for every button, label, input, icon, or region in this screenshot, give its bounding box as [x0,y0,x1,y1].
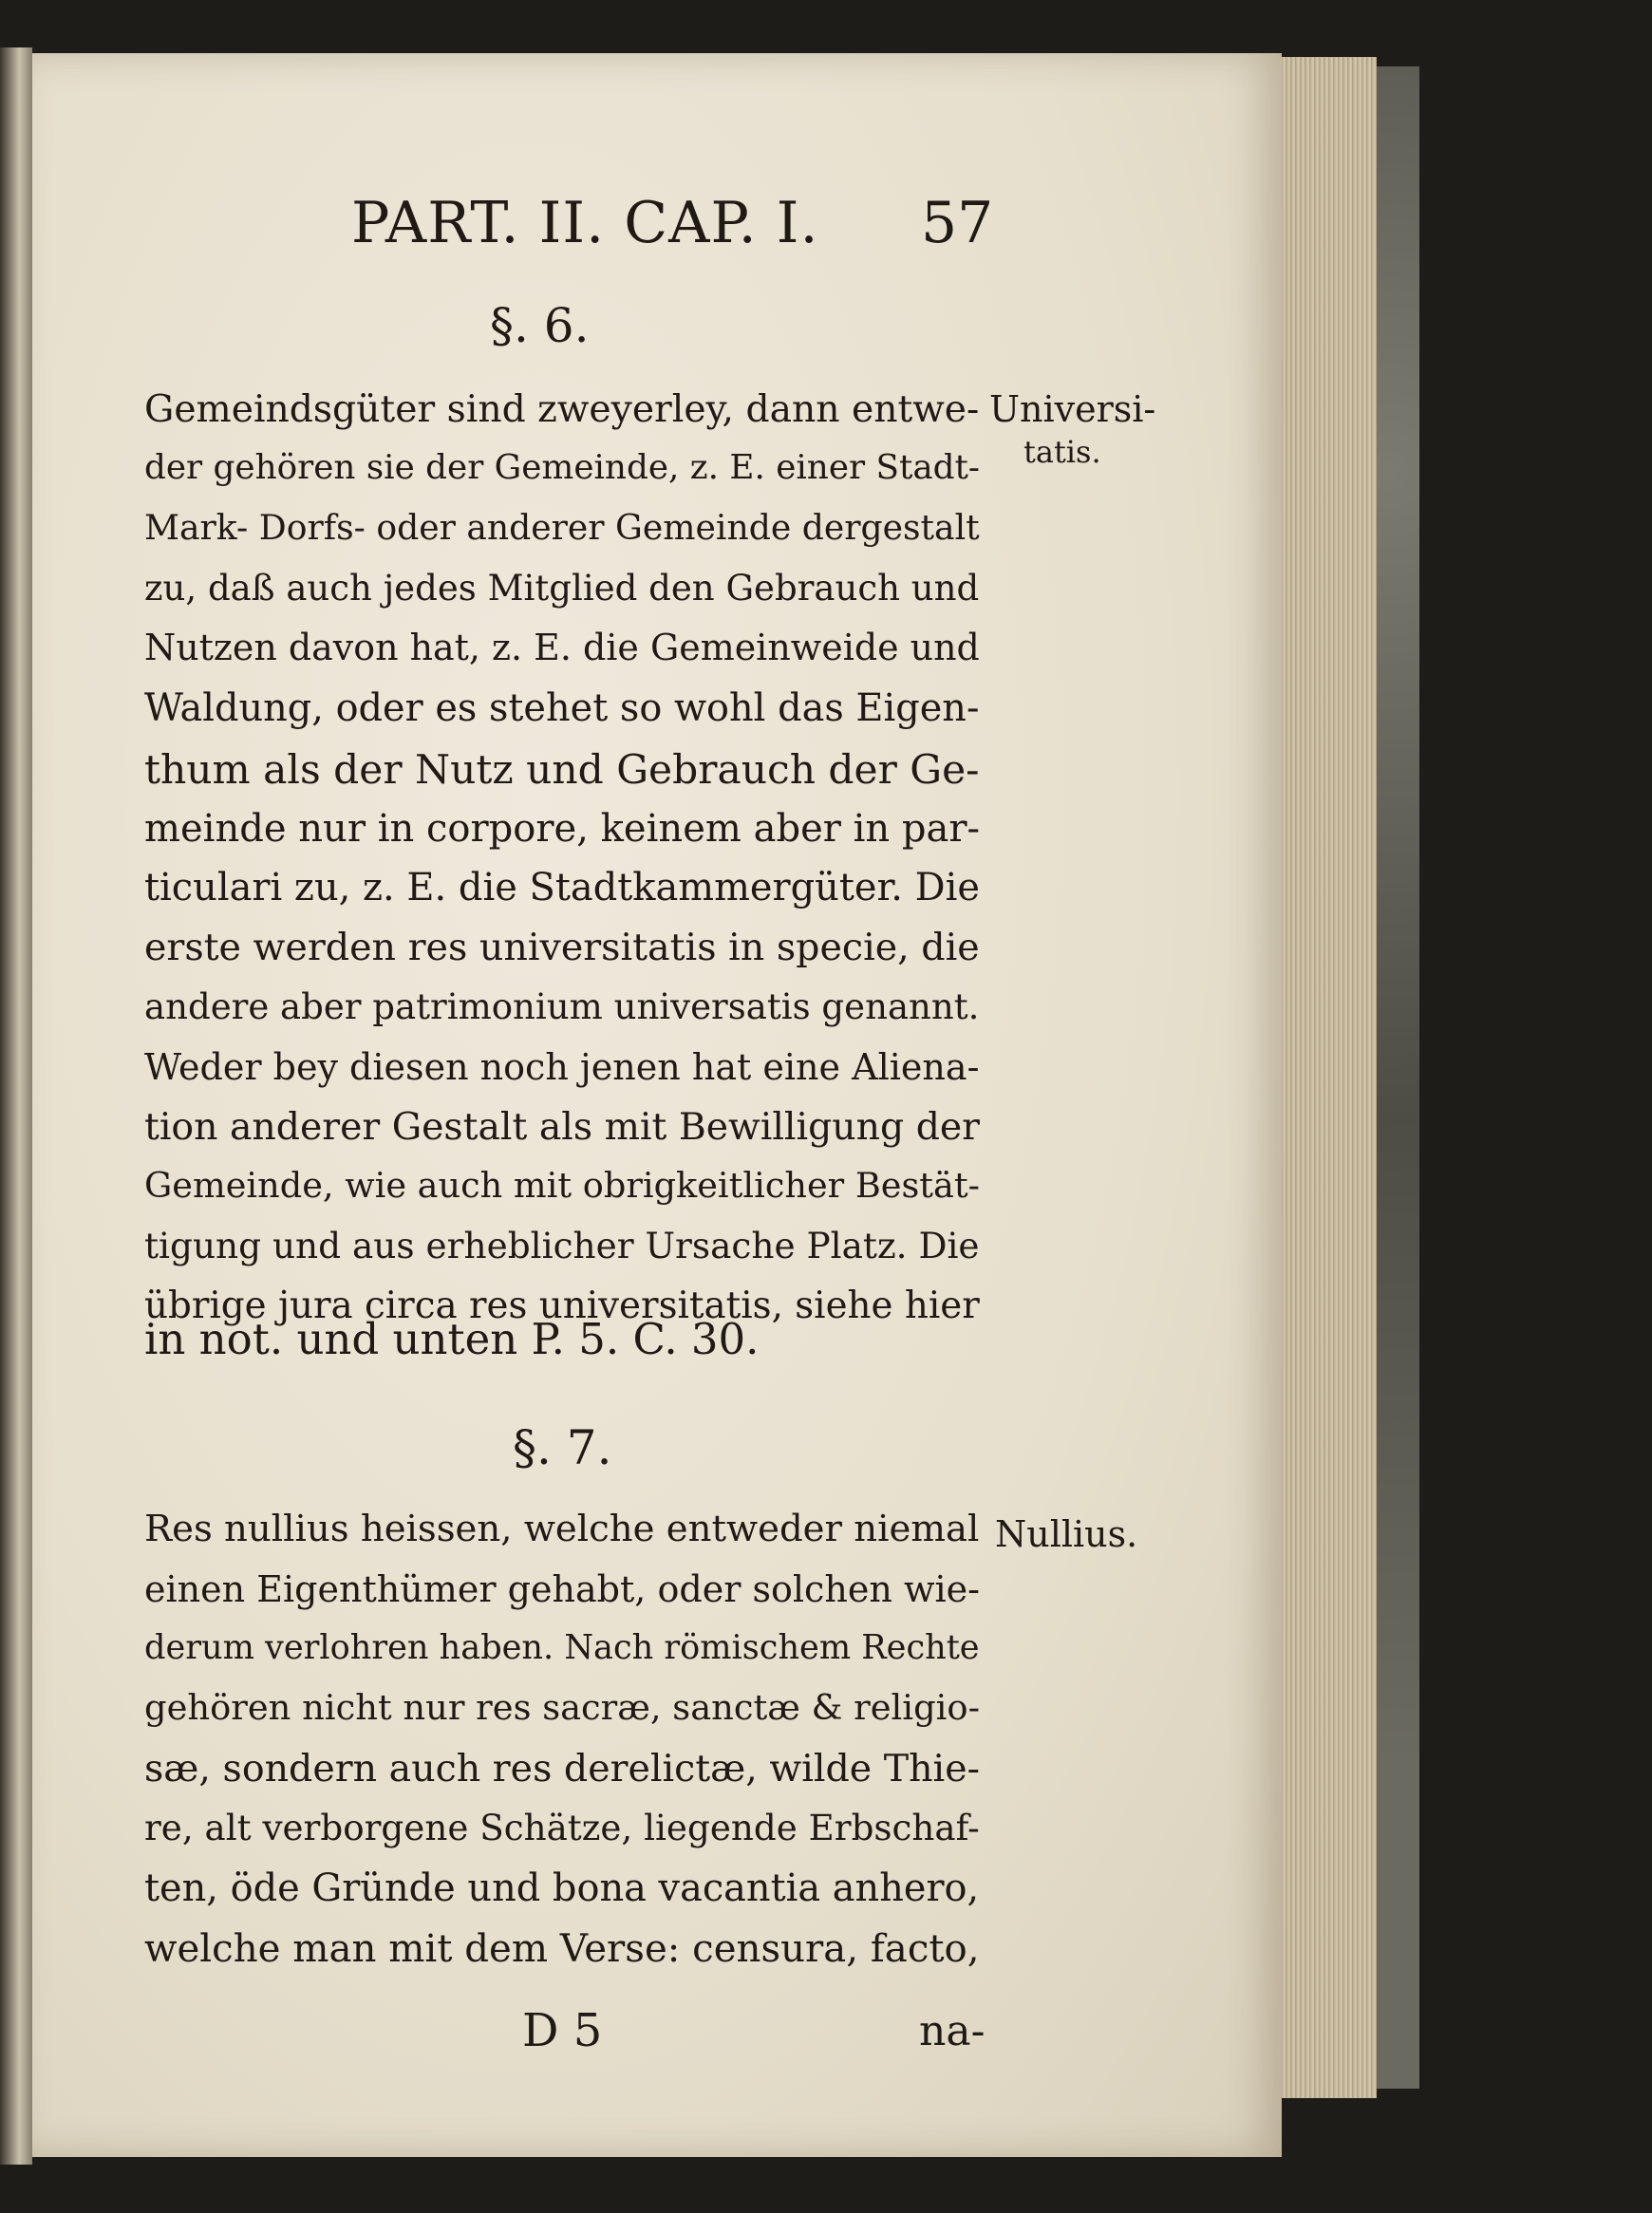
text-line: Res nullius heissen, welche entweder niemal [144,1508,980,1550]
text-line: re, alt verborgene Schätze, liegende Erbschaf- [144,1807,980,1848]
margin-note: tatis. [1023,434,1101,470]
text-line: einen Eigenthümer gehabt, oder solchen wie- [144,1568,981,1610]
text-line: meinde nur in corpore, keinem aber in par- [144,807,981,851]
text-line: andere aber patrimonium universatis genannt. [144,986,980,1027]
page-number: 57 [921,190,994,256]
left-page-edge [0,47,32,2165]
text-line: zu, daß auch jedes Mitglied den Gebrauch und [144,568,980,609]
text-line: thum als der Nutz und Gebrauch der Ge- [144,746,980,793]
text-line: sæ, sondern auch res derelictæ, wilde Thie- [144,1747,980,1791]
book-cover [1377,66,1419,2089]
text-line: tigung und aus erheblicher Ursache Platz. Die [144,1225,980,1266]
text-line: welche man mit dem Verse: censura, facto, [144,1927,980,1971]
text-line: ticulari zu, z. E. die Stadtkammergüter. Die [144,866,980,910]
text-line: in not. und unten P. 5. C. 30. [144,1314,760,1364]
text-line: übrige jura circa res universitatis, siehe hier [144,1285,980,1327]
text-line: ten, öde Gründe und bona vacantia anhero, [144,1866,980,1910]
text-line: Mark- Dorfs- oder anderer Gemeinde dergestalt [144,507,980,548]
margin-note: Universi- [989,388,1156,430]
text-line: Gemeinde, wie auch mit obrigkeitlicher Bestät- [144,1165,980,1206]
text-line: Waldung, oder es stehet so wohl das Eigen- [144,686,980,730]
text-line: Weder bey diesen noch jenen hat eine Aliena- [144,1046,980,1088]
section-mark-6: §. 6. [490,298,590,353]
running-title: PART. II. CAP. I. [351,190,819,256]
text-line: Nutzen davon hat, z. E. die Gemeinweide und [144,627,980,668]
text-line: erste werden res universitatis in specie, die [144,926,980,969]
catchword: na- [919,2007,986,2055]
margin-note: Nullius. [995,1513,1138,1555]
text-line: Gemeindsgüter sind zweyerley, dann entwe- [144,388,980,431]
text-line: gehören nicht nur res sacræ, sanctæ & religio- [144,1687,981,1728]
text-line: tion anderer Gestalt als mit Bewilligung der [144,1105,980,1149]
text-line: der gehören sie der Gemeinde, z. E. einer Stadt- [144,448,981,487]
section-mark-7: §. 7. [513,1420,612,1475]
text-line: derum verlohren haben. Nach römischem Rechte [144,1628,980,1667]
page-stack-edges [1282,57,1377,2098]
signature-mark: D 5 [522,2004,603,2057]
